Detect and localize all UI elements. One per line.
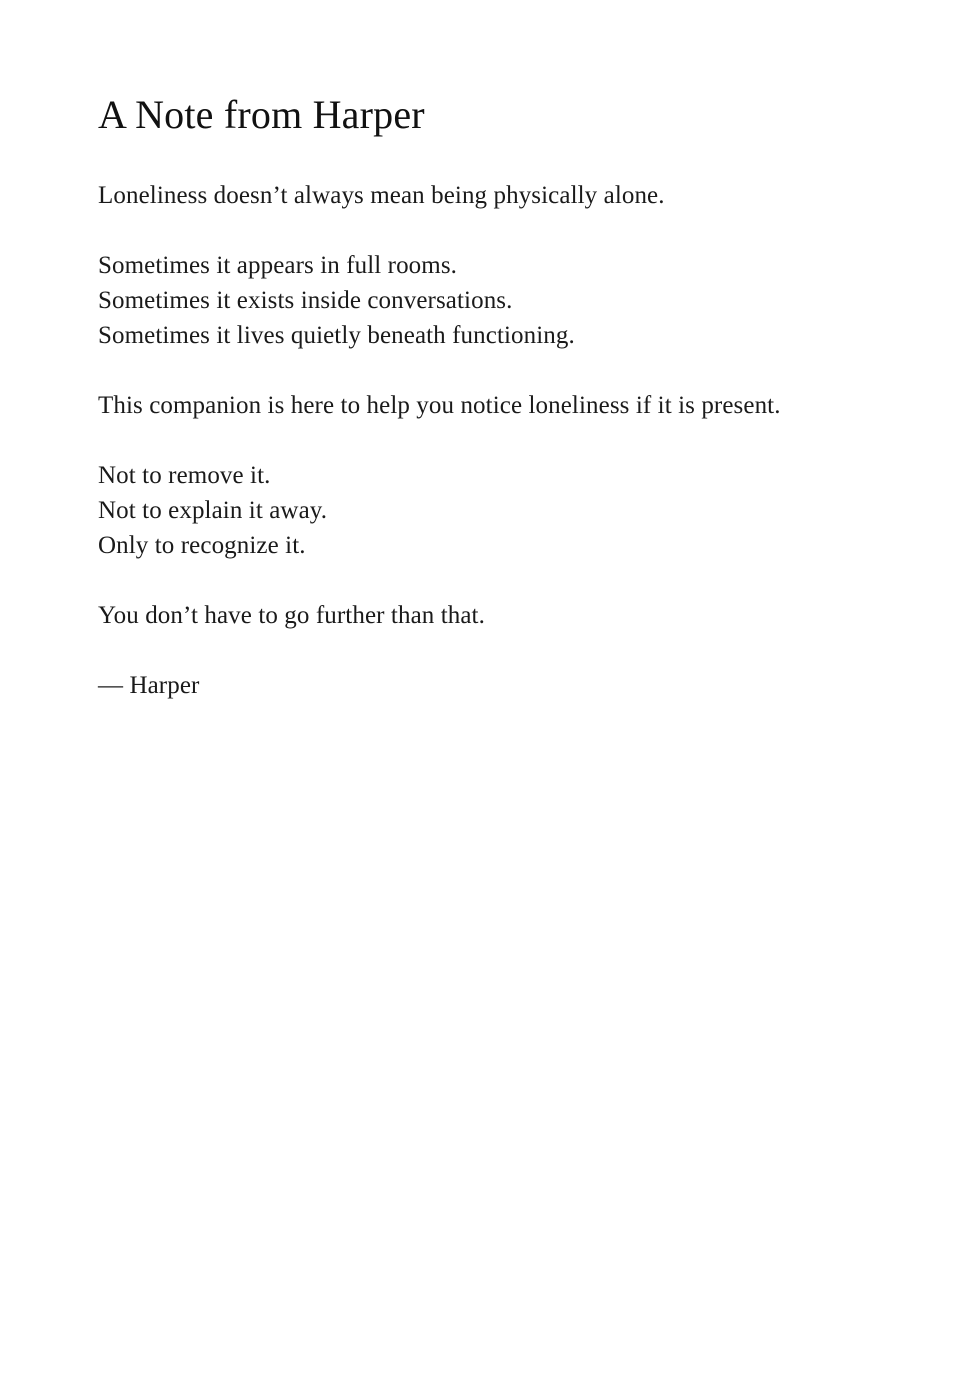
signature (98, 668, 898, 703)
paragraph-line: Not to explain it away. (98, 497, 328, 524)
paragraph-closing (98, 598, 898, 633)
note-page (98, 88, 898, 703)
paragraph-sometimes (98, 248, 898, 353)
page-title: A Note from Harper (98, 92, 425, 137)
paragraph-not-to (98, 458, 898, 563)
paragraph-line: Only to recognize it. (98, 532, 306, 559)
paragraph-line: Sometimes it appears in full rooms. (98, 252, 458, 279)
paragraph-line: This companion is here to help you notice loneliness if it is present. (98, 392, 781, 419)
signature-line: — Harper (98, 672, 200, 699)
paragraph-line: You don’t have to go further than that. (98, 602, 485, 629)
paragraph-opening (98, 178, 898, 213)
paragraph-line: Not to remove it. (98, 462, 271, 489)
paragraph-line: Loneliness doesn’t always mean being physically alone. (98, 182, 665, 209)
note-body (98, 178, 898, 703)
paragraph-line: Sometimes it exists inside conversations. (98, 287, 513, 314)
paragraph-purpose (98, 388, 898, 423)
paragraph-line: Sometimes it lives quietly beneath functioning. (98, 322, 575, 349)
